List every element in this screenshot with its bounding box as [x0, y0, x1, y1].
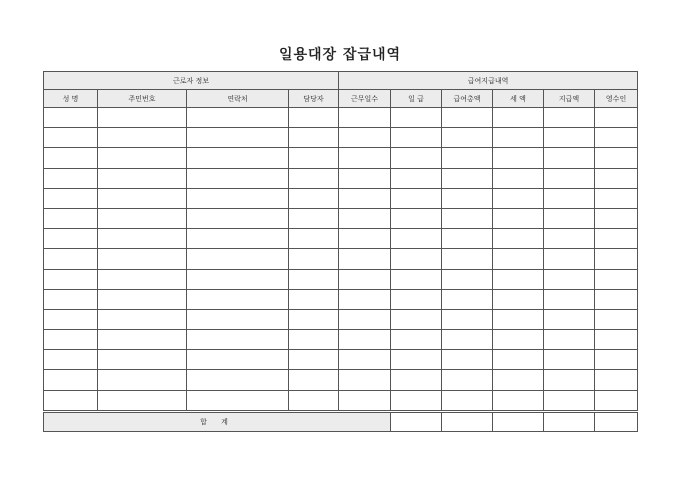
signature-cell[interactable] [595, 188, 638, 208]
name-cell[interactable] [44, 108, 98, 128]
manager-cell[interactable] [289, 390, 339, 411]
manager-cell[interactable] [289, 350, 339, 370]
resident-number-cell[interactable] [98, 269, 187, 289]
total-pay-cell[interactable] [442, 168, 493, 188]
tax-cell[interactable] [493, 148, 544, 168]
name-cell[interactable] [44, 128, 98, 148]
work-days-cell[interactable] [339, 229, 391, 249]
column-header-resident-number: 주민번호 [98, 90, 187, 108]
manager-cell[interactable] [289, 148, 339, 168]
daily-wage-cell[interactable] [391, 350, 442, 370]
group-header-worker-info: 근로자 정보 [44, 72, 339, 90]
net-pay-cell[interactable] [544, 188, 595, 208]
name-cell[interactable] [44, 269, 98, 289]
net-pay-cell[interactable] [544, 269, 595, 289]
daily-wage-cell[interactable] [391, 108, 442, 128]
contact-cell[interactable] [187, 309, 289, 329]
work-days-cell[interactable] [339, 309, 391, 329]
work-days-cell[interactable] [339, 108, 391, 128]
column-header-daily-wage: 일 급 [391, 90, 442, 108]
manager-cell[interactable] [289, 208, 339, 228]
net-pay-cell[interactable] [544, 370, 595, 390]
work-days-cell[interactable] [339, 269, 391, 289]
total-pay-cell[interactable] [442, 208, 493, 228]
tax-cell[interactable] [493, 188, 544, 208]
resident-number-cell[interactable] [98, 128, 187, 148]
total-pay-cell[interactable] [442, 188, 493, 208]
work-days-cell[interactable] [339, 208, 391, 228]
daily-wage-cell[interactable] [391, 370, 442, 390]
total-pay-cell[interactable] [442, 350, 493, 370]
signature-cell[interactable] [595, 208, 638, 228]
tax-cell[interactable] [493, 269, 544, 289]
contact-cell[interactable] [187, 390, 289, 411]
daily-wage-cell[interactable] [391, 188, 442, 208]
signature-cell[interactable] [595, 370, 638, 390]
name-cell[interactable] [44, 390, 98, 411]
daily-wage-cell[interactable] [391, 208, 442, 228]
table-row [44, 269, 638, 289]
tax-cell[interactable] [493, 208, 544, 228]
signature-cell[interactable] [595, 390, 638, 411]
table-row [44, 148, 638, 168]
name-cell[interactable] [44, 148, 98, 168]
tax-cell[interactable] [493, 390, 544, 411]
column-header-net-pay: 지급액 [544, 90, 595, 108]
net-pay-cell[interactable] [544, 128, 595, 148]
work-days-cell[interactable] [339, 188, 391, 208]
work-days-cell[interactable] [339, 350, 391, 370]
table-row [44, 390, 638, 411]
column-header-work-days: 근무일수 [339, 90, 391, 108]
daily-wage-cell[interactable] [391, 148, 442, 168]
total-signature-cell[interactable] [595, 411, 638, 431]
tax-cell[interactable] [493, 350, 544, 370]
net-pay-cell[interactable] [544, 390, 595, 411]
net-pay-cell[interactable] [544, 168, 595, 188]
signature-cell[interactable] [595, 350, 638, 370]
table-row [44, 208, 638, 228]
tax-cell[interactable] [493, 289, 544, 309]
name-cell[interactable] [44, 188, 98, 208]
resident-number-cell[interactable] [98, 390, 187, 411]
table-row [44, 249, 638, 269]
resident-number-cell[interactable] [98, 168, 187, 188]
column-header-total-pay: 급여총액 [442, 90, 493, 108]
table-row [44, 309, 638, 329]
name-cell[interactable] [44, 330, 98, 350]
name-cell[interactable] [44, 350, 98, 370]
manager-cell[interactable] [289, 188, 339, 208]
total-pay-cell[interactable] [442, 229, 493, 249]
manager-cell[interactable] [289, 330, 339, 350]
resident-number-cell[interactable] [98, 249, 187, 269]
total-tax-cell[interactable] [493, 411, 544, 431]
total-pay-cell[interactable] [442, 370, 493, 390]
work-days-cell[interactable] [339, 128, 391, 148]
tax-cell[interactable] [493, 108, 544, 128]
daily-wage-cell[interactable] [391, 229, 442, 249]
total-total-pay-cell[interactable] [442, 411, 493, 431]
resident-number-cell[interactable] [98, 148, 187, 168]
work-days-cell[interactable] [339, 289, 391, 309]
column-header-tax: 세 액 [493, 90, 544, 108]
name-cell[interactable] [44, 208, 98, 228]
signature-cell[interactable] [595, 249, 638, 269]
net-pay-cell[interactable] [544, 330, 595, 350]
resident-number-cell[interactable] [98, 330, 187, 350]
work-days-cell[interactable] [339, 370, 391, 390]
contact-cell[interactable] [187, 229, 289, 249]
name-cell[interactable] [44, 309, 98, 329]
resident-number-cell[interactable] [98, 229, 187, 249]
work-days-cell[interactable] [339, 249, 391, 269]
table-row [44, 330, 638, 350]
name-cell[interactable] [44, 168, 98, 188]
column-header-manager: 담당자 [289, 90, 339, 108]
tax-cell[interactable] [493, 249, 544, 269]
resident-number-cell[interactable] [98, 289, 187, 309]
net-pay-cell[interactable] [544, 148, 595, 168]
contact-cell[interactable] [187, 269, 289, 289]
group-header-row [44, 72, 638, 90]
contact-cell[interactable] [187, 108, 289, 128]
daily-wage-cell[interactable] [391, 128, 442, 148]
tax-cell[interactable] [493, 229, 544, 249]
signature-cell[interactable] [595, 128, 638, 148]
name-cell[interactable] [44, 370, 98, 390]
contact-cell[interactable] [187, 330, 289, 350]
name-cell[interactable] [44, 249, 98, 269]
total-pay-cell[interactable] [442, 128, 493, 148]
manager-cell[interactable] [289, 309, 339, 329]
resident-number-cell[interactable] [98, 208, 187, 228]
signature-cell[interactable] [595, 168, 638, 188]
work-days-cell[interactable] [339, 148, 391, 168]
work-days-cell[interactable] [339, 168, 391, 188]
work-days-cell[interactable] [339, 390, 391, 411]
tax-cell[interactable] [493, 370, 544, 390]
daily-wage-cell[interactable] [391, 168, 442, 188]
table-row [44, 289, 638, 309]
net-pay-cell[interactable] [544, 350, 595, 370]
total-pay-cell[interactable] [442, 289, 493, 309]
tax-cell[interactable] [493, 309, 544, 329]
manager-cell[interactable] [289, 289, 339, 309]
total-pay-cell[interactable] [442, 330, 493, 350]
name-cell[interactable] [44, 289, 98, 309]
column-header-row [44, 90, 638, 108]
net-pay-cell[interactable] [544, 108, 595, 128]
table-row [44, 350, 638, 370]
manager-cell[interactable] [289, 168, 339, 188]
page-title: 일용대장 잡급내역 [278, 47, 402, 63]
manager-cell[interactable] [289, 108, 339, 128]
total-pay-cell[interactable] [442, 390, 493, 411]
signature-cell[interactable] [595, 229, 638, 249]
tax-cell[interactable] [493, 168, 544, 188]
table-row [44, 128, 638, 148]
resident-number-cell[interactable] [98, 309, 187, 329]
net-pay-cell[interactable] [544, 229, 595, 249]
manager-cell[interactable] [289, 128, 339, 148]
net-pay-cell[interactable] [544, 208, 595, 228]
total-row [44, 411, 638, 431]
total-pay-cell[interactable] [442, 249, 493, 269]
contact-cell[interactable] [187, 249, 289, 269]
signature-cell[interactable] [595, 269, 638, 289]
table-row [44, 108, 638, 128]
total-pay-cell[interactable] [442, 108, 493, 128]
total-label: 합 계 [44, 411, 391, 431]
total-pay-cell[interactable] [442, 269, 493, 289]
manager-cell[interactable] [289, 269, 339, 289]
group-header-payment-details: 급여지급내역 [339, 72, 638, 90]
resident-number-cell[interactable] [98, 188, 187, 208]
daily-wage-cell[interactable] [391, 390, 442, 411]
signature-cell[interactable] [595, 330, 638, 350]
daily-wage-cell[interactable] [391, 289, 442, 309]
contact-cell[interactable] [187, 168, 289, 188]
contact-cell[interactable] [187, 350, 289, 370]
total-pay-cell[interactable] [442, 309, 493, 329]
tax-cell[interactable] [493, 128, 544, 148]
payroll-ledger-table [43, 71, 638, 432]
name-cell[interactable] [44, 229, 98, 249]
resident-number-cell[interactable] [98, 350, 187, 370]
net-pay-cell[interactable] [544, 289, 595, 309]
manager-cell[interactable] [289, 229, 339, 249]
signature-cell[interactable] [595, 108, 638, 128]
contact-cell[interactable] [187, 188, 289, 208]
signature-cell[interactable] [595, 309, 638, 329]
contact-cell[interactable] [187, 370, 289, 390]
work-days-cell[interactable] [339, 330, 391, 350]
manager-cell[interactable] [289, 249, 339, 269]
column-header-contact: 연락처 [187, 90, 289, 108]
daily-wage-cell[interactable] [391, 249, 442, 269]
daily-wage-cell[interactable] [391, 309, 442, 329]
daily-wage-cell[interactable] [391, 330, 442, 350]
tax-cell[interactable] [493, 330, 544, 350]
table-row [44, 188, 638, 208]
contact-cell[interactable] [187, 148, 289, 168]
total-daily-wage-cell[interactable] [391, 411, 442, 431]
table-row [44, 370, 638, 390]
contact-cell[interactable] [187, 208, 289, 228]
signature-cell[interactable] [595, 289, 638, 309]
contact-cell[interactable] [187, 128, 289, 148]
resident-number-cell[interactable] [98, 108, 187, 128]
signature-cell[interactable] [595, 148, 638, 168]
table-row [44, 168, 638, 188]
daily-wage-cell[interactable] [391, 269, 442, 289]
resident-number-cell[interactable] [98, 370, 187, 390]
net-pay-cell[interactable] [544, 309, 595, 329]
total-pay-cell[interactable] [442, 148, 493, 168]
total-net-pay-cell[interactable] [544, 411, 595, 431]
column-header-signature: 영수인 [595, 90, 638, 108]
contact-cell[interactable] [187, 289, 289, 309]
manager-cell[interactable] [289, 370, 339, 390]
column-header-name: 성 명 [44, 90, 98, 108]
table-row [44, 229, 638, 249]
net-pay-cell[interactable] [544, 249, 595, 269]
